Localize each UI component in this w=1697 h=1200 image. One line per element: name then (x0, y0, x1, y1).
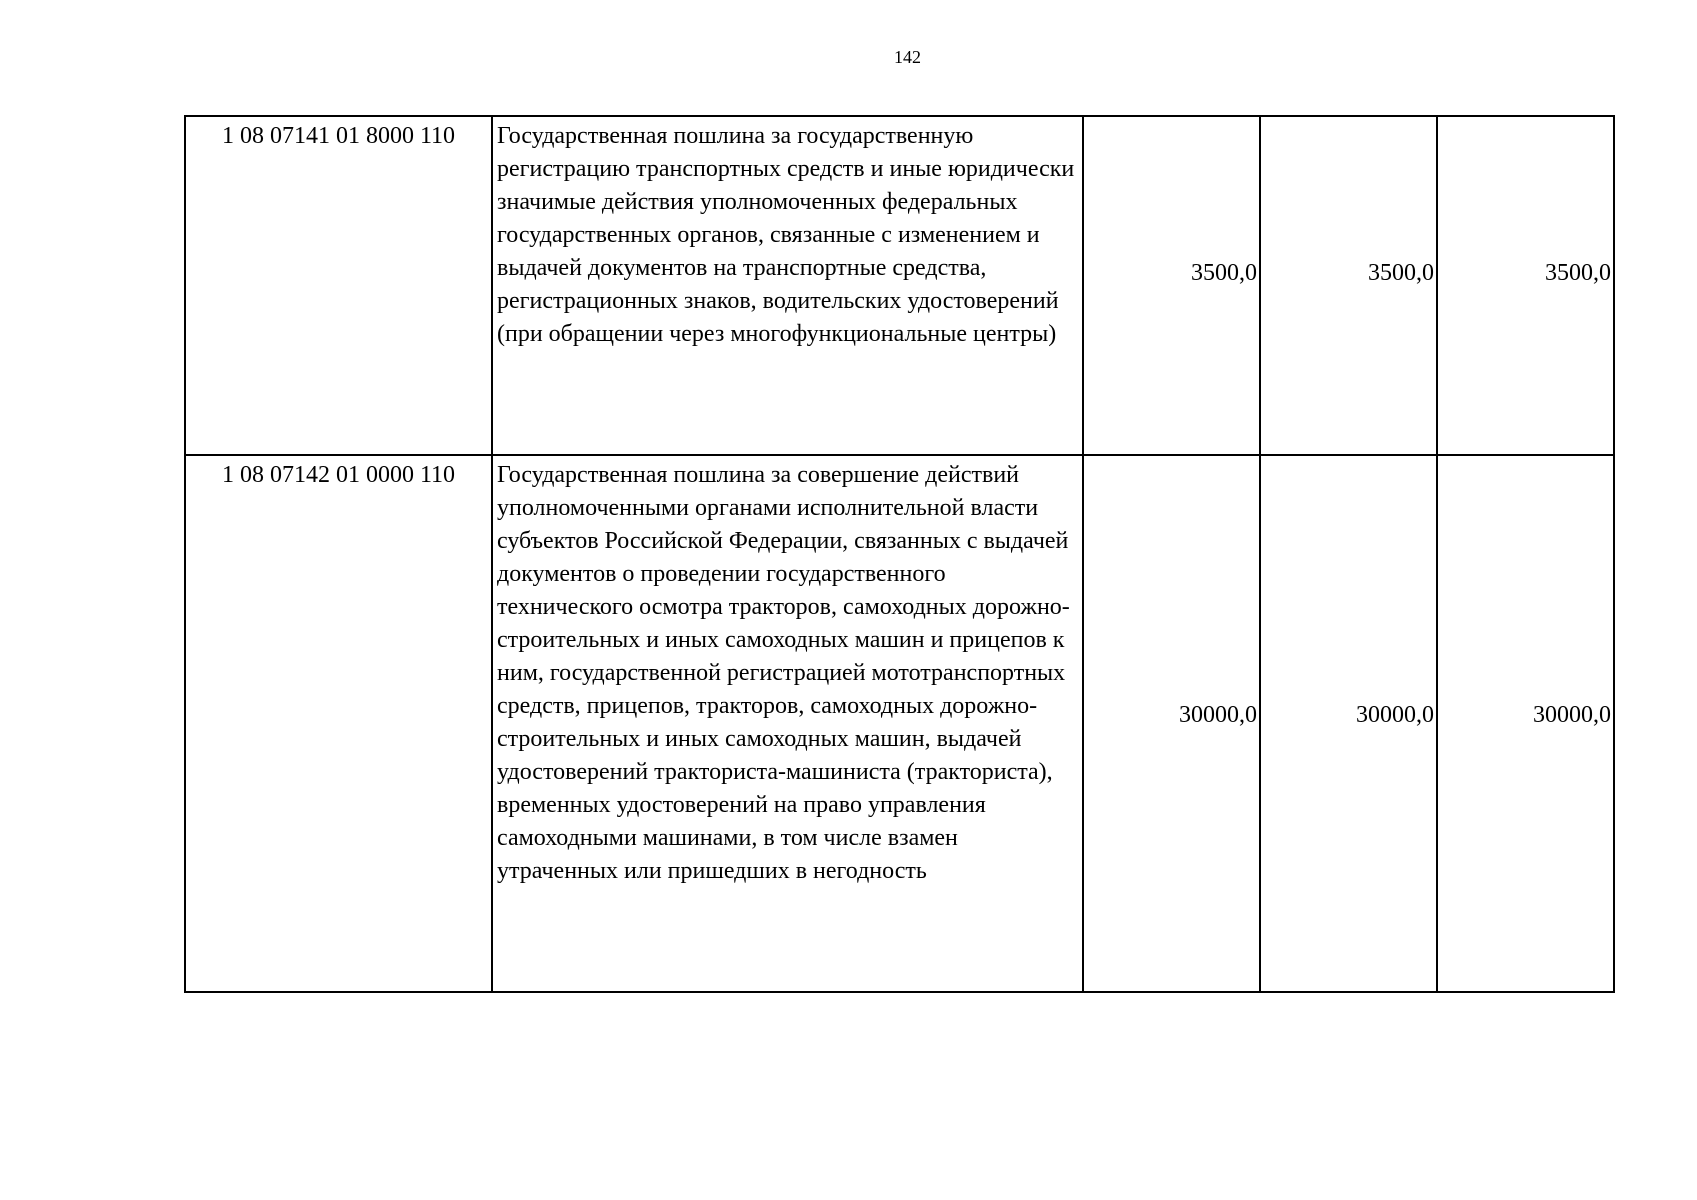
page-number: 142 (894, 47, 921, 67)
amount-value: 30000,0 (1356, 702, 1434, 728)
amount-value: 30000,0 (1533, 702, 1611, 728)
table-row (185, 116, 1614, 455)
amount-cell-year-3 (1437, 116, 1614, 455)
revenue-table (184, 115, 1615, 993)
amount-value: 30000,0 (1179, 702, 1257, 728)
description-cell: Государственная пошлина за государственную регистрацию транспортных средств и иные юридически значимые действия уполномоченных федеральных государственных органов, связанные с изменением и выдачей документов на транспортные средства, регистрационных знаков, водительских удостоверений (при обращении через многофункциональные центры) (492, 116, 1083, 455)
amount-cell-year-1 (1083, 455, 1260, 992)
budget-code-cell: 1 08 07142 01 0000 110 (185, 455, 492, 992)
table-row (185, 455, 1614, 992)
amount-cell-year-2 (1260, 116, 1437, 455)
amount-cell-year-3 (1437, 455, 1614, 992)
description-cell: Государственная пошлина за совершение действий уполномоченными органами исполнительной власти субъектов Российской Федерации, связанных с выдачей документов о проведении государственного технического осмотра тракторов, самоходных дорожно-строительных и иных самоходных машин и прицепов к ним, государственной регистрацией мототранспортных средств, прицепов, тракторов, самоходных дорожно-строительных и иных самоходных машин, выдачей удостоверений тракториста-машиниста (тракториста), временных удостоверений на право управления самоходными машинами, в том числе взамен утраченных или пришедших в негодность (492, 455, 1083, 992)
amount-cell-year-2 (1260, 455, 1437, 992)
amount-value: 3500,0 (1545, 260, 1611, 286)
budget-code-cell: 1 08 07141 01 8000 110 (185, 116, 492, 455)
amount-cell-year-1 (1083, 116, 1260, 455)
amount-value: 3500,0 (1191, 260, 1257, 286)
amount-value: 3500,0 (1368, 260, 1434, 286)
